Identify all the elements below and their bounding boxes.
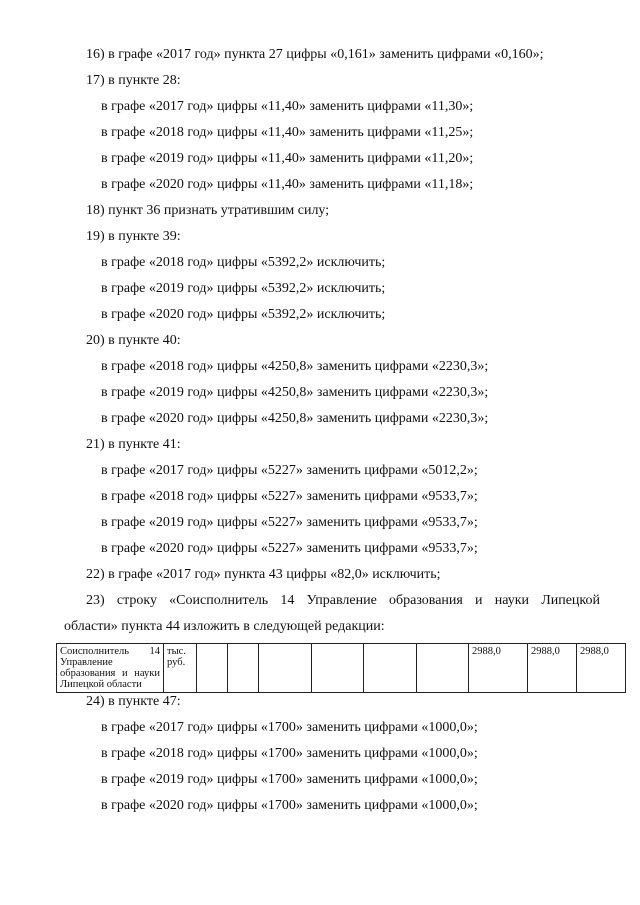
doc-subline: в графе «2020 год» цифры «11,40» заменить цифрами «11,18»; [101,177,474,192]
doc-subline: в графе «2018 год» цифры «5392,2» исключить; [101,255,386,270]
doc-subline: в графе «2019 год» цифры «5392,2» исключить; [101,281,386,296]
doc-line-21: 21) в пункте 41: [86,437,181,452]
name-label: Соисполнитель [60,646,130,657]
doc-subline: в графе «2018 год» цифры «1700» заменить цифрами «1000,0»; [101,746,478,761]
doc-line-18: 18) пункт 36 признать утратившим силу; [86,203,330,218]
table-row [57,644,626,693]
doc-subline: в графе «2017 год» цифры «1700» заменить цифрами «1000,0»; [101,720,478,735]
table-cell-empty [312,644,364,693]
doc-line-20: 20) в пункте 40: [86,333,181,348]
doc-subline: в графе «2017 год» цифры «11,40» заменить цифрами «11,30»; [101,99,474,114]
table-cell-empty [259,644,312,693]
table-cell-unit [164,644,197,693]
doc-line-22: 22) в графе «2017 год» пункта 43 цифры «82,0» исключить; [86,567,441,582]
doc-subline: в графе «2019 год» цифры «1700» заменить цифрами «1000,0»; [101,772,478,787]
name-rest: Управление образования и науки Липецкой области [60,657,160,690]
table-cell-name [57,644,164,693]
doc-subline: в графе «2018 год» цифры «11,40» заменить цифрами «11,25»; [101,125,474,140]
table-cell-empty [364,644,417,693]
doc-subline: в графе «2018 год» цифры «5227» заменить цифрами «9533,7»; [101,489,478,504]
doc-subline: в графе «2020 год» цифры «5227» заменить цифрами «9533,7»; [101,541,478,556]
doc-line-24: 24) в пункте 47: [86,694,181,709]
doc-line-23: 23) строку «Соисполнитель 14 Управление образования и науки Липецкой [86,593,600,608]
doc-subline: в графе «2018 год» цифры «4250,8» заменить цифрами «2230,3»; [101,359,489,374]
doc-subline: в графе «2020 год» цифры «4250,8» заменить цифрами «2230,3»; [101,411,489,426]
unit-text: тыс. руб. [167,646,186,668]
doc-subline: в графе «2019 год» цифры «4250,8» заменить цифрами «2230,3»; [101,385,489,400]
doc-subline: в графе «2019 год» цифры «11,40» заменить цифрами «11,20»; [101,151,474,166]
table-cell-value: 2988,0 [469,644,528,693]
doc-subline: в графе «2020 год» цифры «5392,2» исключить; [101,307,386,322]
amendment-table [56,643,626,693]
table-cell-empty [228,644,259,693]
table-cell-value: 2988,0 [528,644,577,693]
table-cell-value: 2988,0 [577,644,626,693]
doc-subline: в графе «2020 год» цифры «1700» заменить цифрами «1000,0»; [101,798,478,813]
doc-line-19: 19) в пункте 39: [86,229,181,244]
table-cell-empty [197,644,228,693]
doc-line-23-continued: области» пункта 44 изложить в следующей редакции: [64,619,385,634]
doc-subline: в графе «2019 год» цифры «5227» заменить цифрами «9533,7»; [101,515,478,530]
doc-line-17: 17) в пункте 28: [86,73,181,88]
doc-line-16: 16) в графе «2017 год» пункта 27 цифры «0,161» заменить цифрами «0,160»; [86,47,544,62]
name-number: 14 [149,646,160,657]
table-cell-empty [417,644,469,693]
doc-subline: в графе «2017 год» цифры «5227» заменить цифрами «5012,2»; [101,463,478,478]
